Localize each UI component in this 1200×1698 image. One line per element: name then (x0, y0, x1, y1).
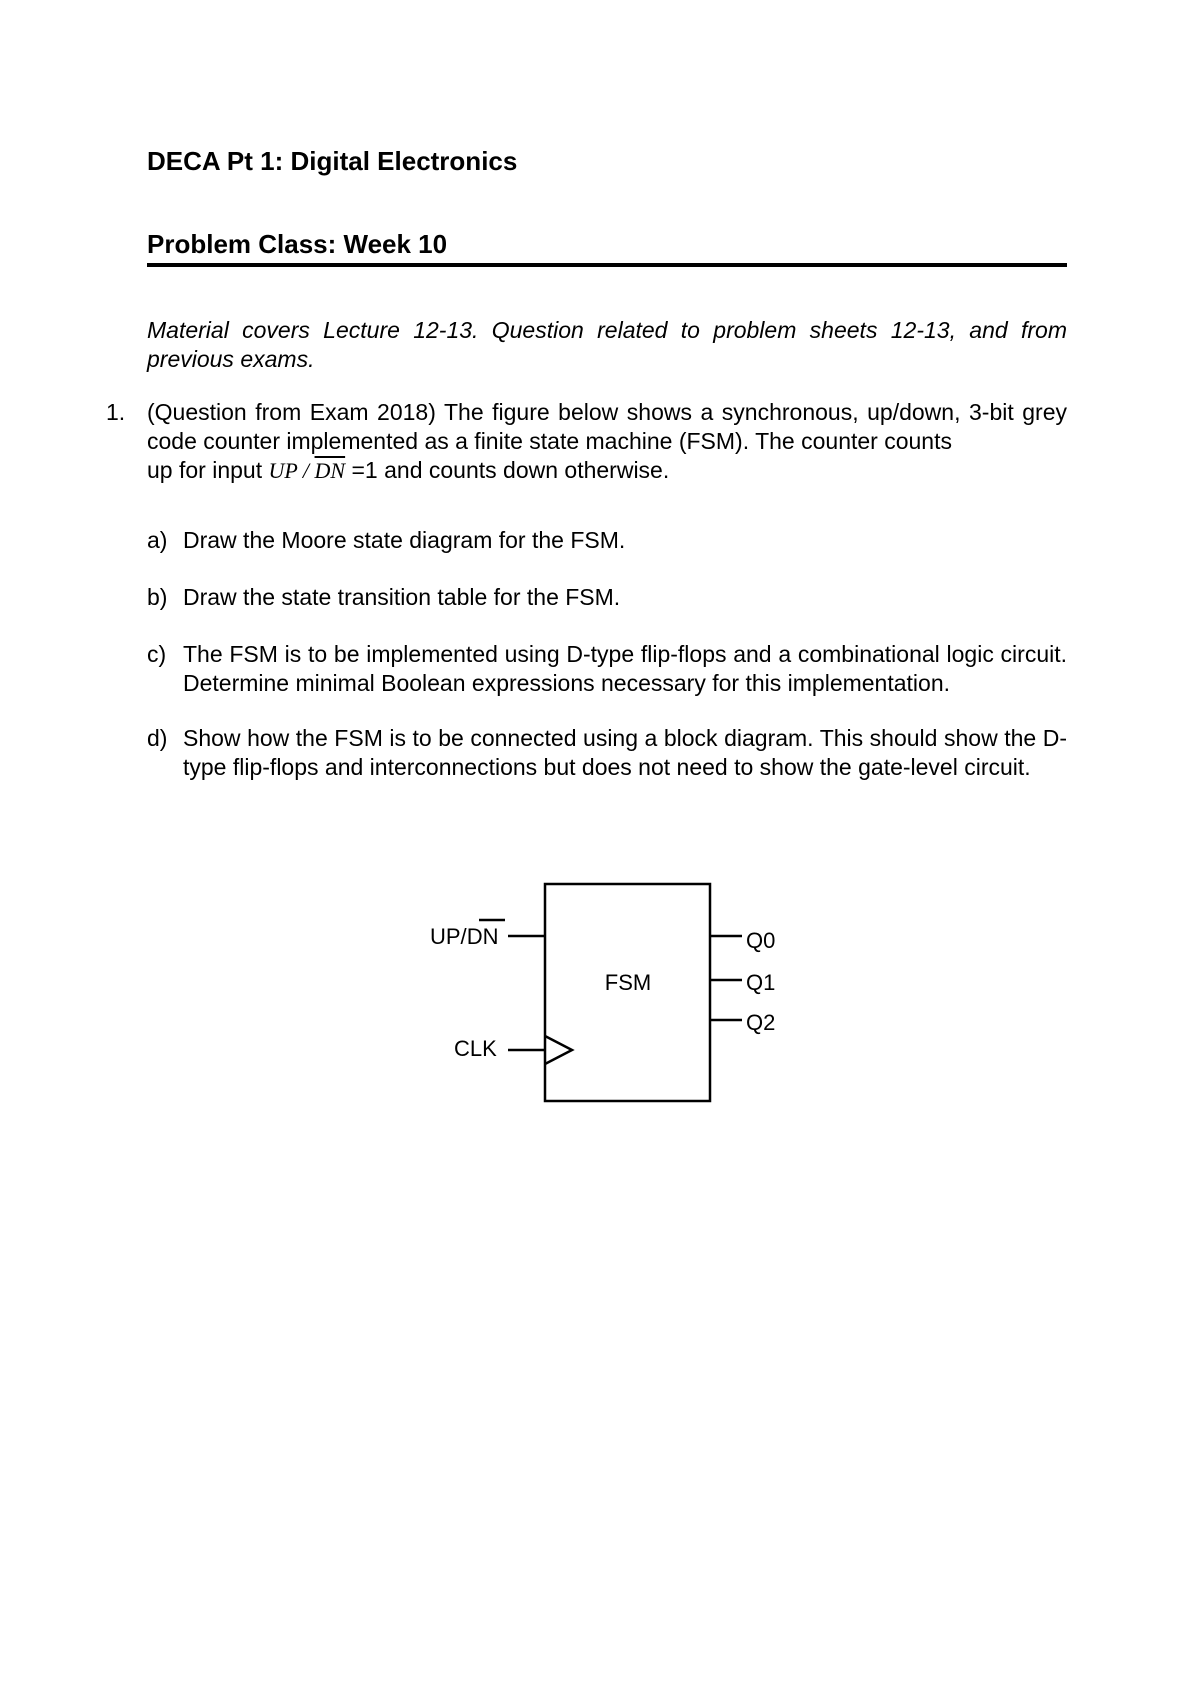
part-b-text: Draw the state transition table for the FSM. (183, 584, 621, 610)
page-title: DECA Pt 1: Digital Electronics (147, 146, 518, 176)
section-title: Problem Class: Week 10 (147, 229, 448, 259)
fsm-label: FSM (604, 970, 652, 995)
part-d-label: d) (147, 725, 168, 751)
question-suffix: =1 and counts down otherwise. (351, 457, 670, 483)
part-d-text: Show how the FSM is to be connected using a block diagram. This should show the D-type flip-flops and interconnections but does not need to show the gate-level circuit. (183, 725, 1067, 780)
part-c-text: The FSM is to be implemented using D-type flip-flops and a combinational logic circuit. Determine minimal Boolean expressions necessary for this implementation. (183, 641, 1067, 696)
clock-triangle-icon (545, 1036, 572, 1064)
up-dn-input-label (430, 924, 498, 949)
q0-label: Q0 (746, 928, 776, 953)
question-body: (Question from Exam 2018) The figure below shows a synchronous, up/down, 3-bit grey code counter implemented as a finite state machine (FSM). The counter counts (147, 399, 1067, 454)
q1-label: Q1 (746, 970, 776, 995)
part-b-label: b) (147, 584, 168, 610)
question-number: 1. (106, 399, 126, 425)
dn-label: DN (466, 924, 499, 949)
q2-label: Q2 (746, 1010, 776, 1035)
up-label: UP/ (430, 924, 467, 949)
part-a-label: a) (147, 527, 168, 553)
math-slash: / (297, 458, 315, 483)
math-dn: $\overline{DN}$ (314, 458, 346, 483)
part-a-text: Draw the Moore state diagram for the FSM. (183, 527, 626, 553)
part-c-label: c) (147, 641, 167, 667)
question-prefix: up for input (147, 457, 263, 483)
math-up: UP (268, 458, 298, 483)
clk-label: CLK (454, 1036, 497, 1061)
intro-text: Material covers Lecture 12-13. Question related to problem sheets 12-13, and from previous exams. (147, 317, 1067, 372)
